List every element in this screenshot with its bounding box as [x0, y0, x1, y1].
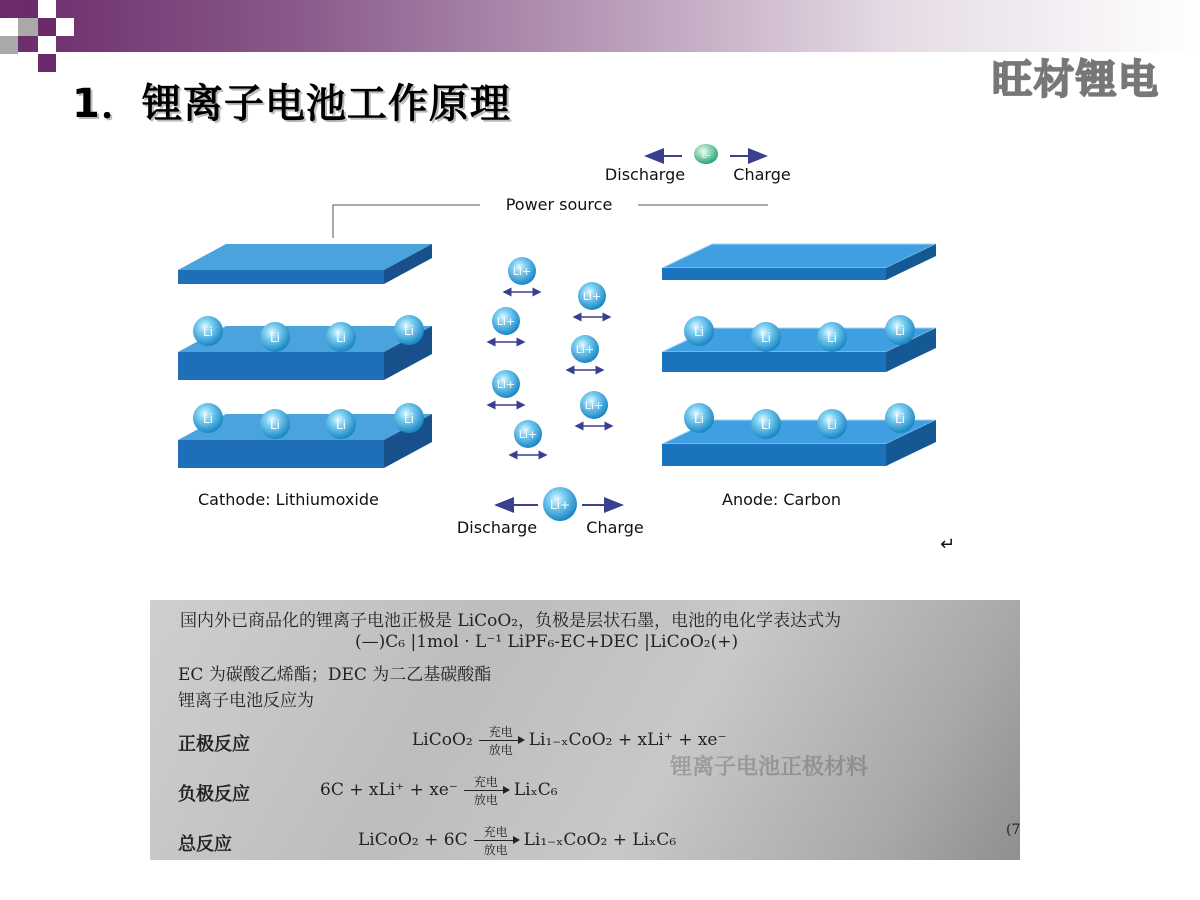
negative-reaction-label: 负极反应	[178, 784, 250, 805]
total-right: Li₁₋ₓCoO₂ + LiₓC₆	[523, 830, 677, 850]
li-atom-label: Li	[403, 412, 415, 426]
charge-label: 充电	[488, 724, 513, 739]
top-discharge-label: Discharge	[604, 165, 686, 184]
negative-right: LiₓC₆	[513, 780, 558, 800]
electron-label: e-	[701, 151, 711, 161]
li-atom-label: Li	[693, 325, 705, 339]
anode-graphite-layers	[662, 244, 936, 466]
li-atom-label: Li	[202, 412, 214, 426]
li-atom	[260, 409, 290, 439]
li-atom-label: Li	[335, 331, 347, 345]
li-atom-label: Li	[894, 324, 906, 338]
li-ion-label: Li+	[582, 290, 602, 303]
li-atom-label: Li	[693, 412, 705, 426]
li-ion-label: Li+	[518, 428, 538, 441]
bottom-direction-legend	[457, 487, 644, 537]
cathode-plates	[178, 244, 432, 468]
li-atom-label: Li	[202, 325, 214, 339]
li-atom-label: Li	[826, 331, 838, 345]
background-heading: 锂离子电池正极材料	[670, 754, 869, 780]
li-ion	[574, 282, 610, 317]
li-atom	[817, 322, 847, 352]
li-atom	[394, 403, 424, 433]
power-source-label: Power source	[505, 195, 613, 214]
total-reaction-equation	[358, 820, 676, 860]
li-ion-label: Li+	[549, 498, 571, 512]
power-source-wire	[333, 195, 768, 238]
positive-reaction-equation	[412, 720, 726, 760]
li-atom-label: Li	[269, 418, 281, 432]
positive-right: Li₁₋ₓCoO₂ + xLi⁺ + xe⁻	[528, 730, 727, 750]
li-atom-label: Li	[760, 418, 772, 432]
li-atom	[326, 409, 356, 439]
scan-line-1: 国内外已商品化的锂离子电池正极是 LiCoO₂，负极是层状石墨，电池的电化学表达式为	[180, 611, 842, 631]
cathode-plate	[178, 244, 432, 284]
li-ion-label: Li+	[575, 343, 595, 356]
li-ion	[576, 391, 612, 426]
li-atom-label: Li	[760, 331, 772, 345]
scan-line-3: EC 为碳酸乙烯酯；DEC 为二乙基碳酸酯	[178, 665, 492, 685]
li-atom	[684, 403, 714, 433]
li-atom	[751, 409, 781, 439]
total-left: LiCoO₂ + 6C	[358, 830, 468, 850]
li-ion	[488, 370, 524, 405]
li-atom	[394, 315, 424, 345]
li-atom	[885, 403, 915, 433]
anode-label: Anode: Carbon	[722, 490, 841, 509]
reaction-arrow	[479, 725, 523, 757]
li-atom-label: Li	[403, 324, 415, 338]
discharge-label: 放电	[483, 842, 508, 857]
bottom-discharge-label: Discharge	[456, 518, 538, 537]
positive-reaction-label: 正极反应	[178, 734, 250, 755]
electrolyte-li-ions	[488, 257, 612, 455]
li-atom	[817, 409, 847, 439]
top-direction-legend	[605, 144, 791, 184]
li-atom	[751, 322, 781, 352]
discharge-label: 放电	[473, 792, 498, 807]
li-ion-label: Li+	[584, 399, 604, 412]
charge-label: 充电	[483, 824, 508, 839]
li-atom-label: Li	[269, 331, 281, 345]
bottom-charge-label: Charge	[586, 518, 644, 537]
negative-left: 6C + xLi⁺ + xe⁻	[320, 780, 458, 800]
li-atom	[885, 315, 915, 345]
cathode-label: Cathode: Lithiumoxide	[198, 490, 379, 509]
li-atom-label: Li	[335, 418, 347, 432]
li-ion	[510, 420, 546, 455]
total-reaction-label: 总反应	[178, 834, 232, 855]
li-ion-label: Li+	[512, 265, 532, 278]
li-ion-label: Li+	[496, 315, 516, 328]
top-charge-label: Charge	[733, 165, 791, 184]
paragraph-mark: ↵	[940, 534, 956, 555]
li-ion	[504, 257, 540, 292]
scan-line-2: (—)C₆ |1mol · L⁻¹ LiPF₆-EC+DEC |LiCoO₂(+)	[355, 632, 739, 652]
reaction-arrow	[474, 825, 518, 857]
discharge-label: 放电	[488, 742, 513, 757]
negative-reaction-equation	[320, 770, 558, 810]
li-atom	[193, 403, 223, 433]
reaction-arrow	[464, 775, 508, 807]
li-atom	[684, 316, 714, 346]
li-ion	[488, 307, 524, 342]
li-atom	[193, 316, 223, 346]
brand-watermark: 旺材锂电	[992, 57, 1160, 103]
anode-layer	[662, 244, 936, 280]
li-atom-label: Li	[894, 412, 906, 426]
positive-left: LiCoO₂	[412, 730, 473, 750]
li-ion-label: Li+	[496, 378, 516, 391]
li-atom	[326, 322, 356, 352]
li-atom-label: Li	[826, 418, 838, 432]
li-atom	[260, 322, 290, 352]
scan-line-4: 锂离子电池反应为	[178, 691, 314, 711]
li-ion	[567, 335, 603, 370]
equation-number-fragment: (7	[1006, 822, 1020, 838]
scanned-text-excerpt	[150, 600, 1020, 860]
charge-label: 充电	[473, 774, 498, 789]
slide-title: 1．锂离子电池工作原理	[72, 81, 511, 127]
